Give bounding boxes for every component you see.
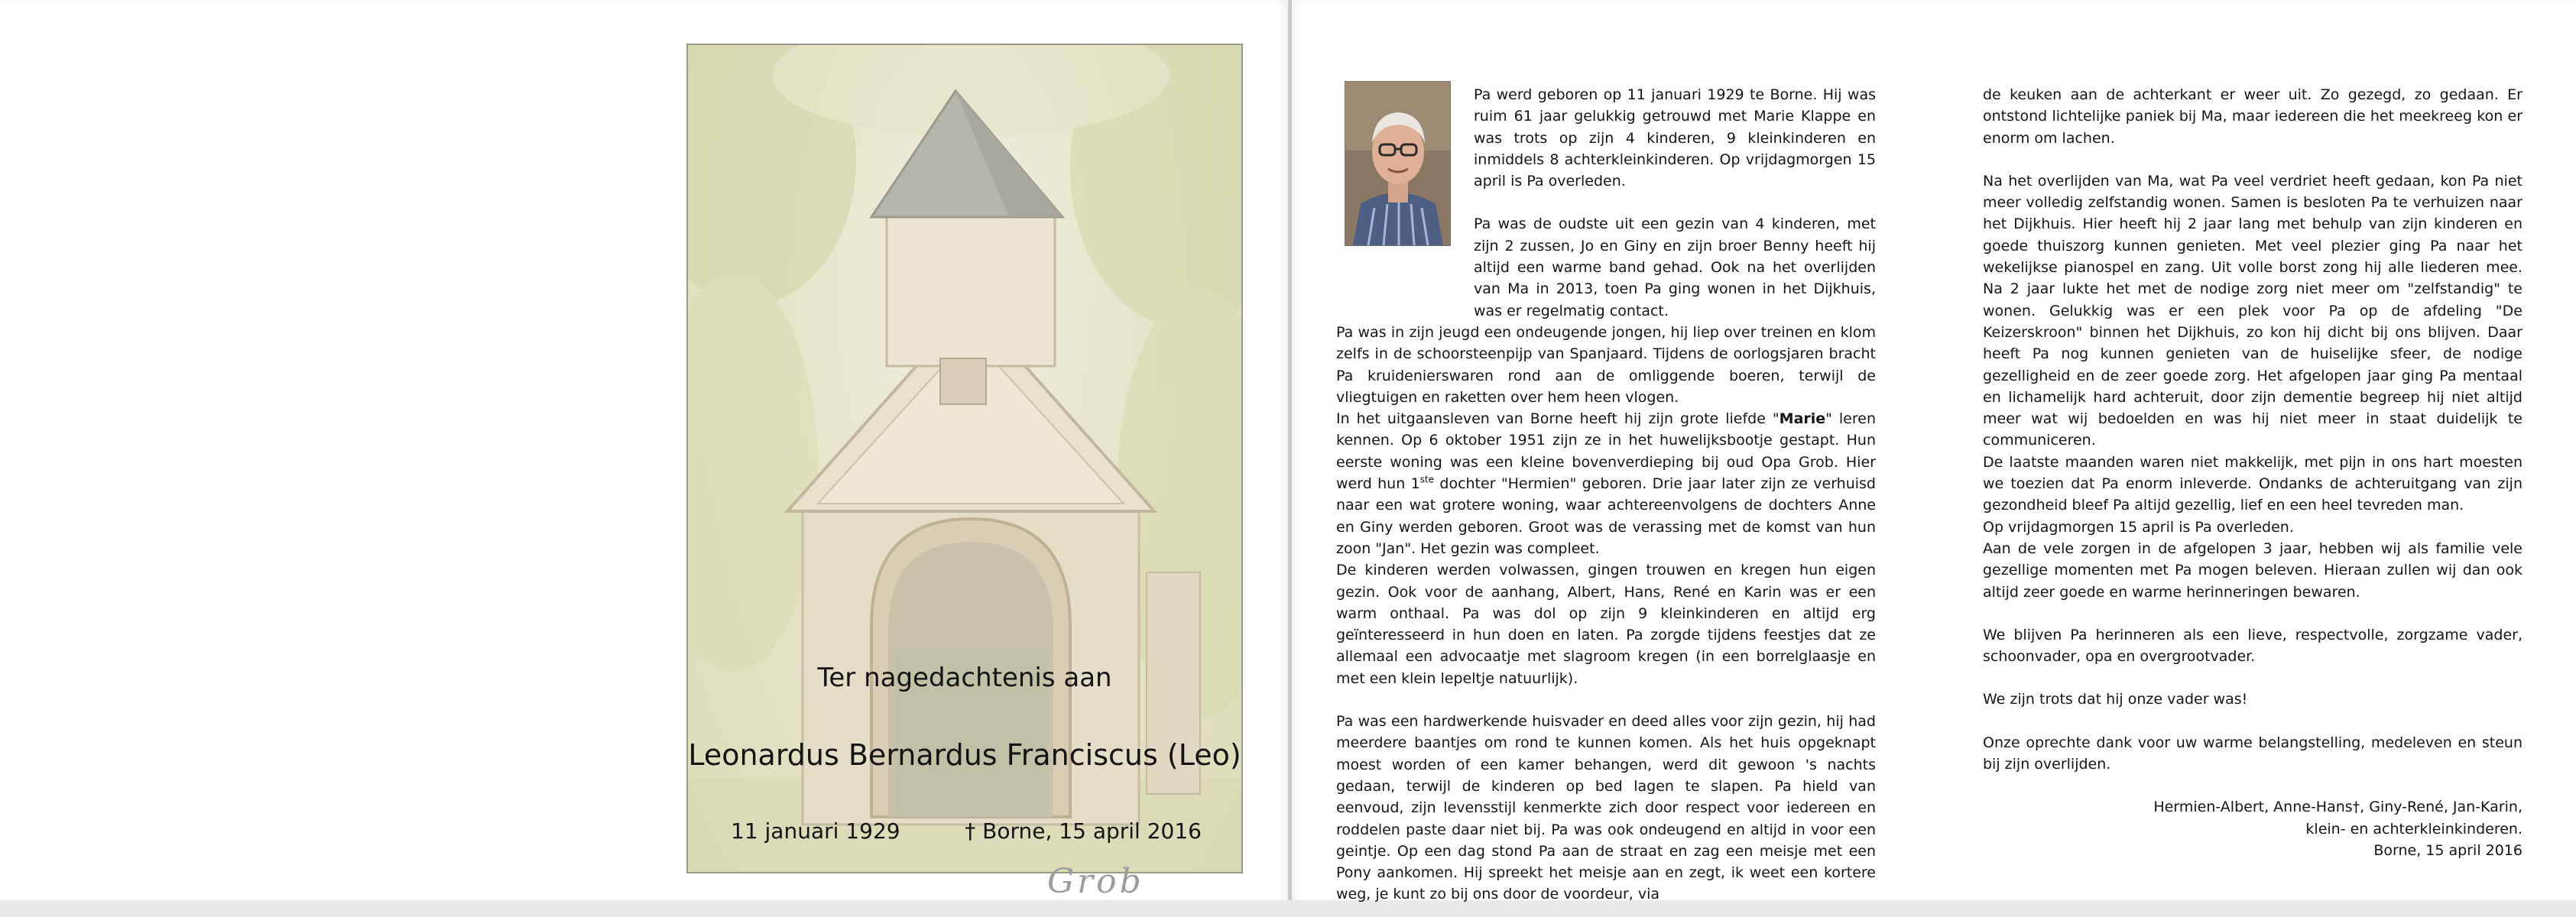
paragraph-intro: Pa werd geboren op 11 januari 1929 te Borne. Hij was ruim 61 jaar gelukkig getrouwd met Marie Klappe en was trots op zijn 4 kinderen, 9 kleinkinderen en inmiddels 8 achterkleinkinderen. Op vrijdagmorgen 15 april is Pa overleden.: [1474, 86, 1876, 190]
paragraph-hardworking: Pa was een hardwerkende huisvader en deed alles voor zijn gezin, hij had meerdere baantjes om rond te kunnen komen. Als het huis opgeknapt moest worden of een kamer behangen, werd dit gewoon 's nachts gedaan, terwijl de kinderen op bed lagen te slapen. Pa hield van eenvoud, zijn levensstijl kenmerkte zich door respect voor iedereen en roddelen paste daar niet bij. Pa was ook ondeugend en altijd in voor een geintje. Op een dag stond Pa aan de straat en zag een meisje met een Pony aankomen. Hij spreekt het meisje aan en zegt, ik weet een kortere weg, je kunt zo bij ons door de voordeur, via: [1336, 713, 1876, 903]
paragraph-children: De kinderen werden volwassen, gingen trouwen en kregen hun eigen gezin. Ook voor de aanhang, Albert, Hans, René en Karin was er een warm onthaal. Pa was dol op zijn 9 kleinkinderen en altijd erg geïnteresseerd in hun doen en laten. Pa zorgde tijdens feestjes dat ze allemaal een advocaatje met slagroom kregen (in een borrelglaasje en met een klein lepeltje natuurlijk).: [1336, 562, 1876, 687]
paragraph-proud: We zijn trots dat hij onze vader was!: [1983, 691, 2248, 708]
paragraph-passed-away: Op vrijdagmorgen 15 april is Pa overleden.: [1983, 518, 2294, 536]
signature-grandchildren: klein- en achterkleinkinderen.: [2305, 820, 2522, 838]
deceased-name: Leonardus Bernardus Franciscus (Leo): [688, 738, 1241, 772]
paragraph-continued: de keuken aan de achterkant er weer uit. Zo gezegd, zo gedaan. Er ontstond lichtelijke paniek bij Ma, maar iedereen die het meekreeg kon er enorm om lachen.: [1983, 86, 2522, 147]
page-fold: [1288, 0, 1292, 917]
paragraph-remember: We blijven Pa herinneren als een lieve, respectvolle, zorgzame vader, schoonvader, opa en overgrootvader.: [1983, 626, 2522, 666]
card-heading: Ter nagedachtenis aan: [817, 663, 1112, 693]
bottom-edge: [0, 900, 2576, 917]
signature-place-date: Borne, 15 april 2016: [2373, 841, 2522, 859]
paragraph-last-months: De laatste maanden waren niet makkelijk, met pijn in ons hart moesten we toezien dat Pa enorm inleverde. Ondanks de achteruitgang van zijn gezondheid bleef Pa altijd gezellig, lief en een heel tevreden man.: [1983, 453, 2522, 514]
death-date: † Borne, 15 april 2016: [965, 818, 1202, 844]
obituary-column-left: [1336, 84, 1876, 906]
paragraph-thanks: Onze oprechte dank voor uw warme belangstelling, medeleven en steun bij zijn overlijden.: [1983, 734, 2522, 773]
memorial-photo-card: [686, 44, 1243, 873]
paragraph-memories: Aan de vele zorgen in de afgelopen 3 jaar, hebben wij als familie vele gezellige momenten met Pa mogen beleven. Hieraan zullen wij dan ook altijd zeer goede en warme herinneringen bewaren.: [1983, 540, 2522, 601]
paragraph-marriage: In het uitgaansleven van Borne heeft hij zijn grote liefde "Marie" leren kennen. Op 6 oktober 1951 zijn ze in het huwelijksbootje gestapt. Hun eerste woning was een kleine bovenverdieping bij oud Opa Grob. Hier werd hun 1ste dochter "Hermien" geboren. Drie jaar later zijn ze verhuisd naar een wat grotere woning, waar achtereenvolgens de dochters Anne en Giny werden geboren. Groot was de verassing met de komst van hun zoon "Jan". Het gezin was compleet.: [1336, 410, 1876, 557]
birth-date: 11 januari 1929: [731, 818, 900, 844]
paragraph-dijkhuis: Na het overlijden van Ma, wat Pa veel verdriet heeft gedaan, kon Pa niet meer volledig zelfstandig wonen. Samen is besloten Pa te verhuizen naar het Dijkhuis. Hier heeft hij 2 jaar lang met behulp van zijn kinderen en goede thuiszorg kunnen genieten. Met veel plezier ging Pa naar het wekelijkse pianospel en zang. Uit volle borst zong hij alle liederen mee. Na 2 jaar lukte het met de nodige zorg niet meer om "zelfstandig" te wonen. Gelukkig was er een plek voor Pa op de afdeling "De Keizerskroon" binnen het Dijkhuis, zo kon hij dicht bij ons blijven. Daar heeft Pa nog kunnen genieten van de huiselijke sfeer, de nodige gezelligheid en de zeer goede zorg. Het afgelopen jaar ging Pa mentaal en lichamelijk hard achteruit, door zijn dementie begreep hij niet altijd meer wat wij bedoelden en was hij niet meer in staat duidelijk te communiceren.: [1983, 172, 2522, 449]
paragraph-family: Pa was de oudste uit een gezin van 4 kinderen, met zijn 2 zussen, Jo en Giny en zijn broer Benny heeft hij altijd een warme band gehad. Ook na het overlijden van Ma in 2013, toen Pa ging wonen in het Dijkhuis, was er regelmatig contact.: [1474, 215, 1876, 319]
handwritten-annotation: Grob: [1047, 862, 1144, 901]
paragraph-youth: Pa was in zijn jeugd een ondeugende jongen, hij liep over treinen en klom zelfs in de schoorsteenpijp van Spanjaard. Tijdens de oorlogsjaren bracht Pa kruidenierswaren rond aan de omliggende boeren, terwijl de vliegtuigen en raketten over hem heen vlogen.: [1336, 323, 1876, 406]
obituary-column-right: [1983, 84, 2522, 861]
signature-names: Hermien-Albert, Anne-Hans†, Giny-René, Jan-Karin,: [2153, 799, 2522, 816]
